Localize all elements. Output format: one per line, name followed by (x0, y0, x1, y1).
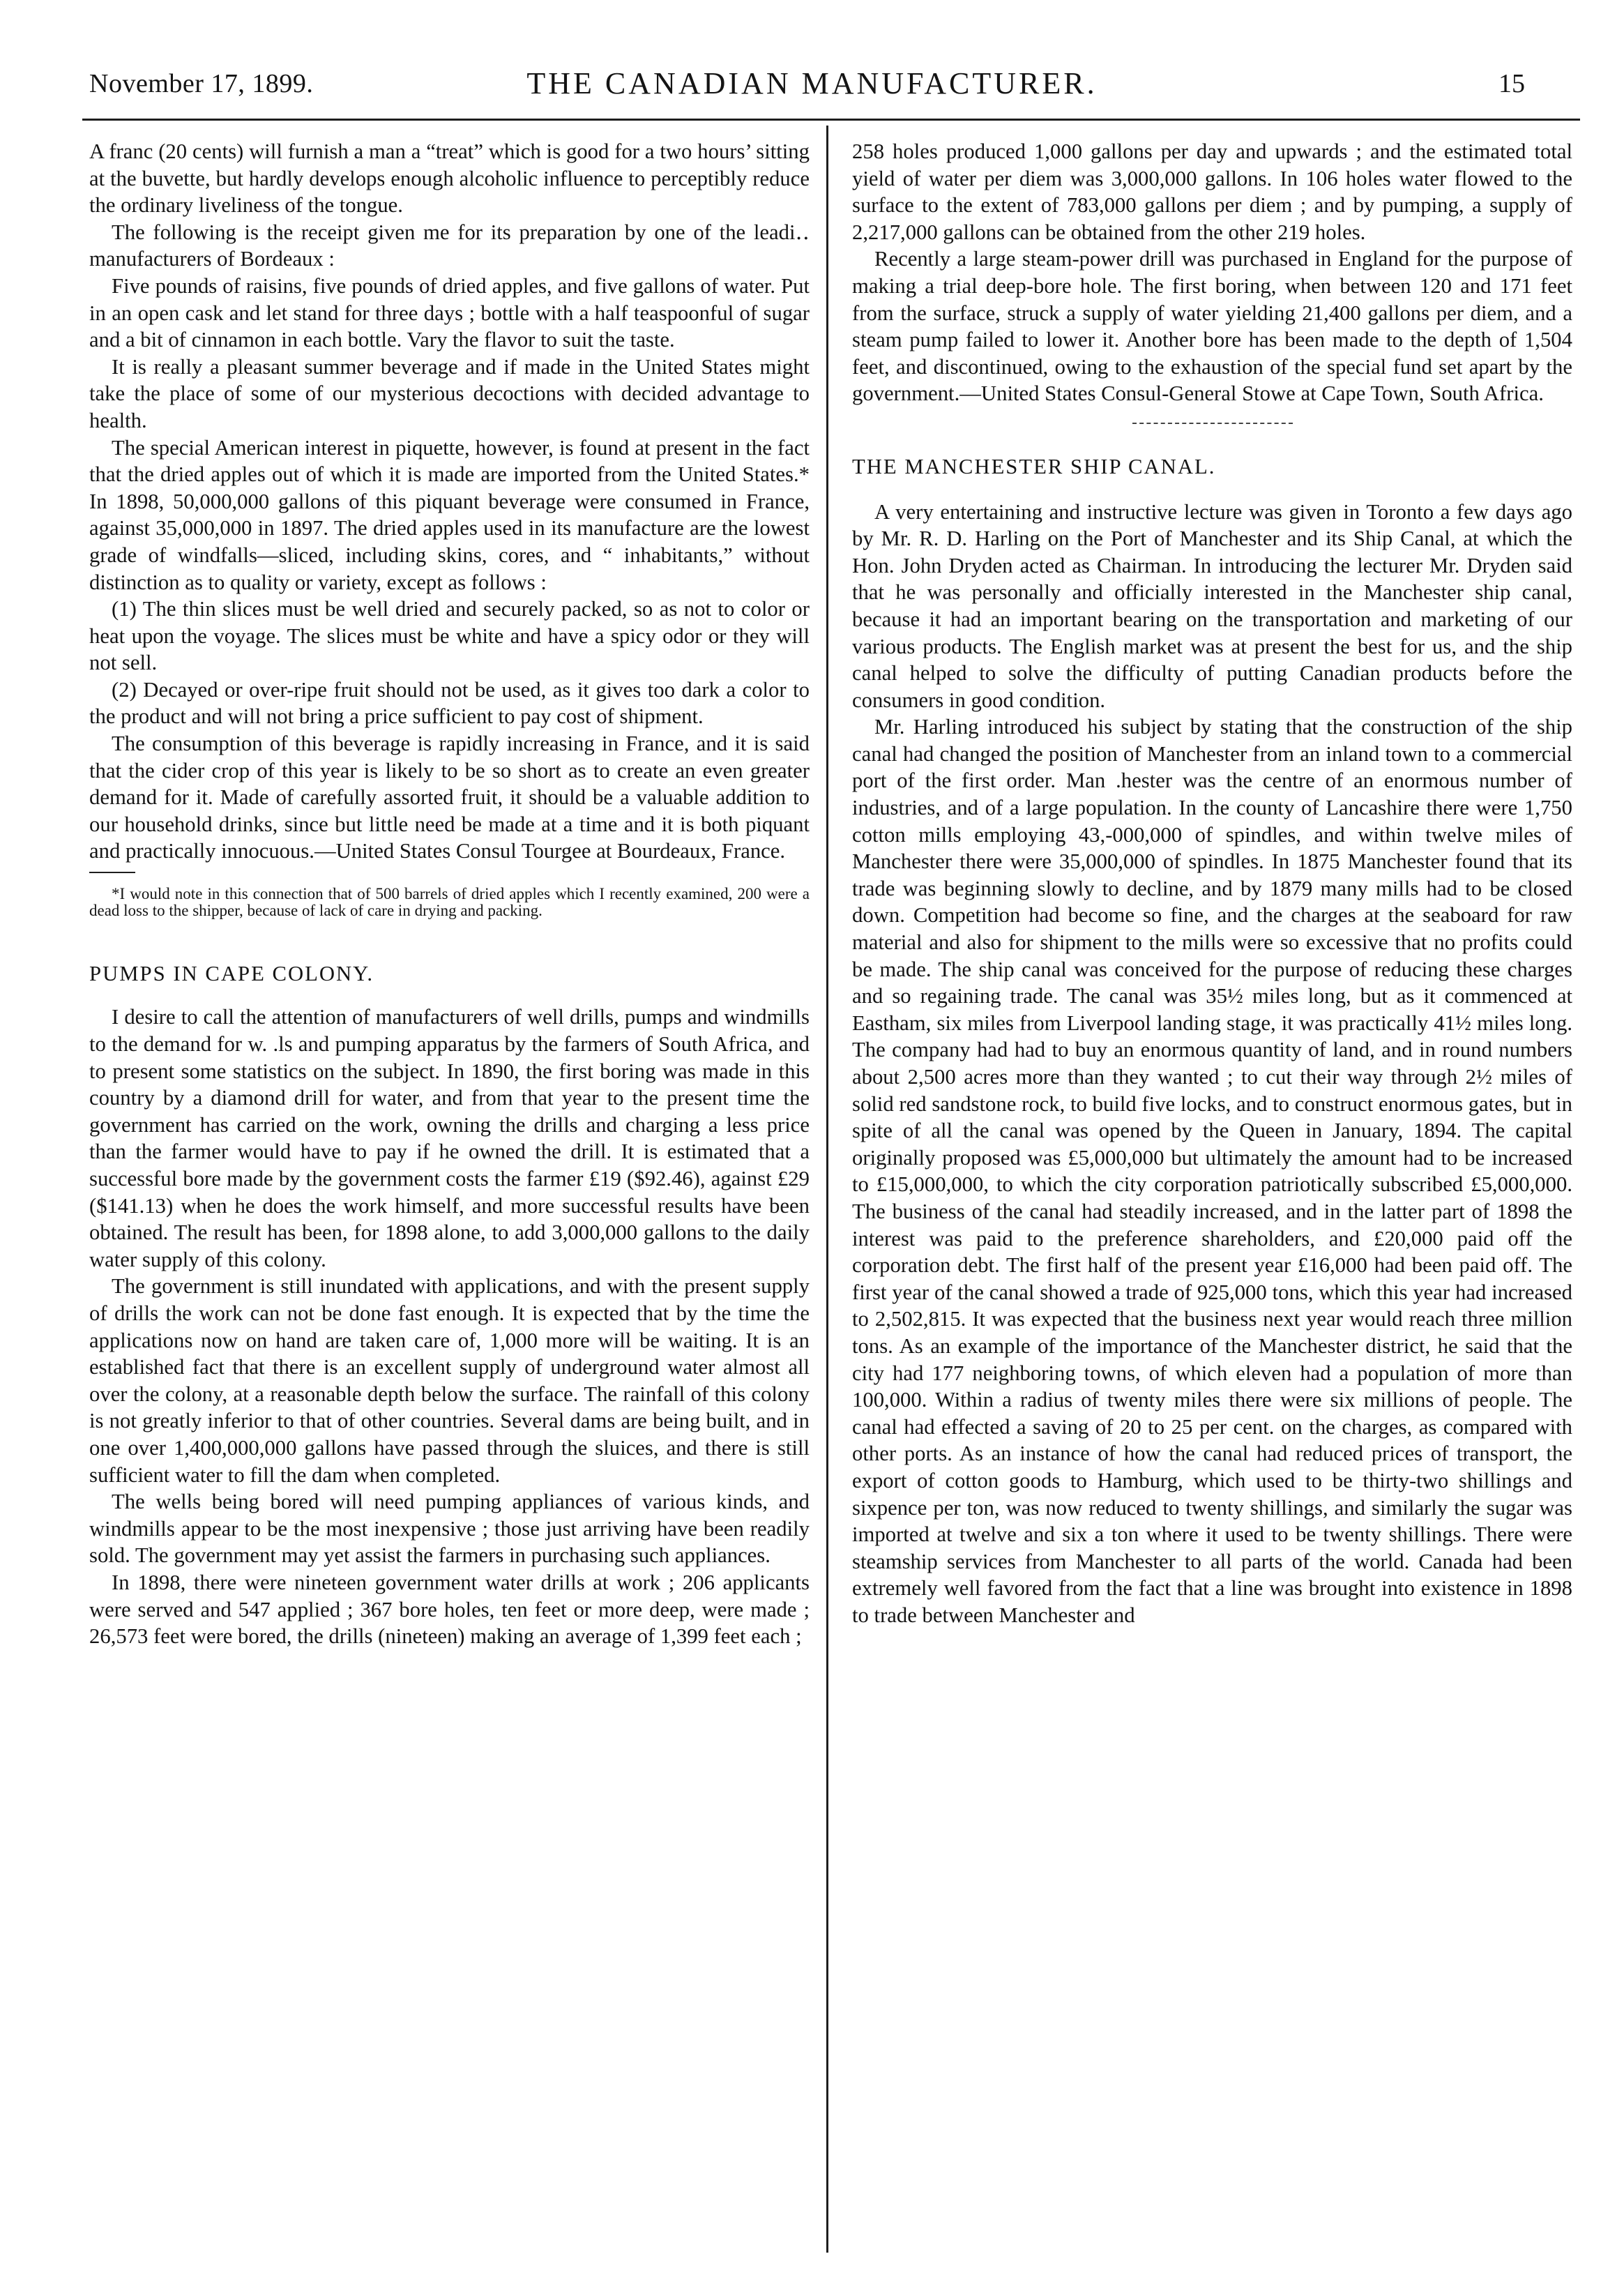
paragraph: The wells being bored will need pumping appliances of various kinds, and windmills appear to be the most inexpensive ; those just arriving have been readily sold. The government may yet assist the farmers in purchasing such appliances. (89, 1490, 810, 1568)
paragraph: It is really a pleasant summer beverage and if made in the United States might take the place of some of our mysterious decoctions with decided advantage to health. (89, 354, 810, 432)
header-rule (82, 119, 1580, 121)
section-heading: THE MANCHESTER SHIP CANAL. (852, 454, 1216, 478)
right-column (852, 138, 1572, 2258)
paragraph: (1) The thin slices must be well dried and securely packed, so as not to color or heat upon the voyage. The slices must be white and have a spicy odor or they will not sell. (89, 597, 810, 675)
paragraph: The following is the receipt given me for its preparation by one of the leadi‥ manufacturers of Bordeaux : (89, 220, 810, 271)
paragraph: 258 holes produced 1,000 gallons per day and upwards ; and the estimated total yield of water per diem was 3,000,000 gallons. In 106 holes water flowed to the surface to the extent of 783,000 gallons per diem ; and by pumping, a supply of 2,217,000 gallons can be obtained from the other 219 holes. (852, 139, 1572, 244)
paragraph: I desire to call the attention of manufacturers of well drills, pumps and windmills to the demand for w. .ls and pumping apparatus by the farmers of South Africa, and to present some statistics on the subject. In 1890, the first boring was made in this country by a diamond drill for water, and from that year to the present time the government has carried on the work, owning the drills and charging a less price than the farmer would have to pay if he owned the drill. It is estimated that a successful bore made by the government costs the farmer £19 ($92.46), against £29 ($141.13) when he does the work himself, and more successful results have been obtained. The result has been, for 1898 alone, to add 3,000,000 gallons to the daily water supply of this colony. (89, 1005, 810, 1271)
footnote: *I would note in this connection that of 500 barrels of dried apples which I recently examined, 200 were a dead loss to the shipper, because of lack of care in drying and packing. (89, 885, 810, 920)
paragraph: The consumption of this beverage is rapidly increasing in France, and it is said that the cider crop of this year is likely to be so short as to create an even greater demand for it. Made of carefully assorted fruit, it should be a valuable addition to our household drinks, since but little need be made at a time and it is both piquant and practically innocuous.—United States Consul Tourgee at Bourdeaux, France. (89, 732, 810, 863)
paragraph: Recently a large steam-power drill was purchased in England for the purpose of making a trial deep-bore hole. The first boring, when between 120 and 171 feet from the surface, struck a supply of water yielding 21,400 gallons per diem, and a steam pump failed to lower it. Another bore has been made to the depth of 1,504 feet, and discontinued, owing to the exhaustion of the special fund set apart by the government.—United States Consul-General Stowe at Cape Town, South Africa. (852, 247, 1572, 406)
left-column (89, 138, 810, 2258)
section-heading: PUMPS IN CAPE COLONY. (89, 961, 374, 985)
paragraph: (2) Decayed or over-ripe fruit should not be used, as it gives too dark a color to the product and will not bring a price sufficient to pay cost of shipment. (89, 677, 810, 729)
footnote-rule (89, 872, 135, 873)
paragraph: The government is still inundated with applications, and with the present supply of drills the work can not be done fast enough. It is expected that by the time the applications now on hand are taken care of, 1,000 more will be waiting. It is an established fact that there is an excellent supply of underground water almost all over the colony, at a reasonable depth below the surface. The rainfall of this colony is not greatly inferior to that of other countries. Several dams are being built, and in one over 1,400,000,000 gallons have passed through the sluices, and there is still sufficient water to fill the dam when completed. (89, 1274, 810, 1487)
issue-date: November 17, 1899. (89, 69, 314, 98)
column-divider (826, 126, 828, 2253)
paragraph: In 1898, there were nineteen government water drills at work ; 206 applicants were served and 547 applied ; 367 bore holes, ten feet or more deep, were made ; 26,573 feet were bored, the drills (nineteen) making an average of 1,399 feet each ; (89, 1570, 810, 1649)
paragraph: A very entertaining and instructive lecture was given in Toronto a few days ago by Mr. R. D. Harling on the Port of Manchester and its Ship Canal, at which the Hon. John Dryden acted as Chairman. In introducing the lecturer Mr. Dryden said that he was personally and officially interested in the Manchester ship canal, because it had an important bearing on the transportation and marketing of our various products. The English market was at present the best for us, and the ship canal helped to solve the difficulty of putting Canadian products before the consumers in good condition. (852, 499, 1572, 712)
paragraph: A franc (20 cents) will furnish a man a “treat” which is good for a two hours’ sitting at the buvette, but hardly develops enough alcoholic influence to perceptibly reduce the ordinary liveliness of the tongue. (89, 139, 810, 218)
page-number: 15 (1498, 69, 1525, 98)
section-separator (1132, 423, 1293, 424)
publication-title: THE CANADIAN MANUFACTURER. (526, 66, 1098, 100)
paragraph: The special American interest in piquette, however, is found at present in the fact that the dried apples out of which it is made are imported from the United States.* In 1898, 50,000,000 gallons of this piquant beverage were consumed in France, against 35,000,000 in 1897. The dried apples used in its manufacture are the lowest grade of windfalls—sliced, including skins, cores, and “ inhabitants,” without distinction as to quality or variety, except as follows : (89, 435, 810, 594)
paragraph: Mr. Harling introduced his subject by stating that the construction of the ship canal had changed the position of Manchester from an inland town to a commercial port of the first order. Man .hester was the centre of an enormous number of industries, and of a large population. In the county of Lancashire there were 1,750 cotton mills employing 43,-000,000 of spindles, and within twelve miles of Manchester there were 35,000,000 of spindles. In 1875 Manchester found that its trade was beginning slowly to decline, and by 1879 many mills had to be closed down. Competition had become so fine, and the charges at the seaboard for raw material and also for shipment to the mills were so excessive that no profits could be made. The ship canal was conceived for the purpose of reducing these charges and so regaining trade. The canal was 35½ miles long, but as it commenced at Eastham, six miles from Liverpool landing stage, it was practically 41½ miles long. The company had had to buy an enormous quantity of land, and in round numbers about 2,500 acres more than they wanted ; to cut their way through 2½ miles of solid red sandstone rock, to build five locks, and to construct enormous gates, but in spite of all the canal was opened by the Queen in January, 1894. The capital originally proposed was £5,000,000 but ultimately the amount had to be increased to £15,000,000, to which the city corporation patriotically subscribed £5,000,000. The business of the canal had steadily increased, and in the latter part of 1898 the interest was paid to the preference shareholders, and £20,000 paid off the corporation debt. The first half of the present year £16,000 had been paid off. The first year of the canal showed a trade of 925,000 tons, which this year had increased to 2,502,815. It was expected that the business next year would reach three million tons. As an example of the importance of the Manchester district, he said that the city had 177 neighboring towns, of which eleven had a population of more than 100,000. Within a radius of twenty miles there were six millions of people. The canal had effected a saving of 20 to 25 per cent. on the charges, as compared with other ports. As an instance of how the canal had reduced prices of transport, the export of cotton goods to Hamburg, which used to be thirty-two shillings and sixpence per ton, was now reduced to twenty shillings, and similarly the sugar was imported at twelve and six a ton where it used to be twenty shillings. There were steamship services from Manchester to all parts of the world. Canada had been extremely well favored from the fact that a line was brought into existence in 1898 to trade between Manchester and (852, 715, 1572, 1627)
page-header (0, 0, 1624, 119)
paragraph: Five pounds of raisins, five pounds of dried apples, and five gallons of water. Put in an open cask and let stand for three days ; bottle with a half teaspoonful of sugar and a bit of cinnamon in each bottle. Vary the flavor to suit the taste. (89, 273, 810, 352)
